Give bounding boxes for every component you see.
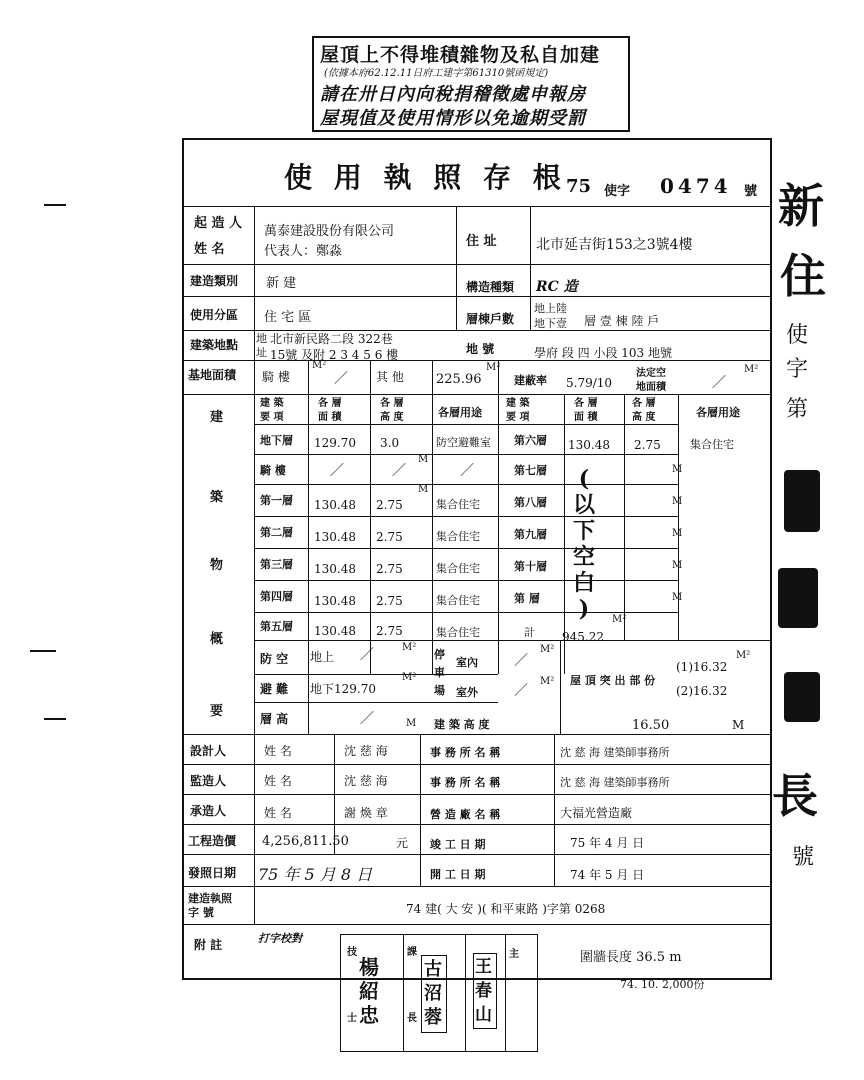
scan-blot [778,568,818,628]
margin-glyph: 住 [780,249,826,303]
floor-name: 第八層 [514,496,547,509]
floor-area: 129.70 [314,436,356,450]
building-height-value: 16.50 [632,718,670,733]
col-header: 要 項 [506,412,530,423]
blank-mark-char: 空 [572,544,595,570]
unit-m: M [732,718,745,732]
name-label: 姓 名 [264,774,292,788]
floor-area: ／ [330,463,344,479]
floor-height: 3.0 [380,436,400,450]
floor-height-label: 層 高 [260,712,289,726]
floors-rest: 層 壹 棟 陸 戶 [584,314,660,328]
floor-area: 130.48 [314,594,356,608]
permit-label-2: 字 號 [188,906,214,919]
col-header: 高 度 [380,412,404,423]
floor-height-value: ／ [360,711,374,727]
roof-value-2: (2)16.32 [676,684,728,698]
permit-number: 0474 [660,174,732,198]
owner-label: 起 造 人 [194,216,243,231]
floor-name: 第二層 [260,526,293,539]
signature-3: 王春山 [473,953,497,1029]
role-label: 承造人 [190,804,227,818]
col-header: 建 築 [260,398,284,409]
unit-m2: M² [736,650,751,661]
shelter-label-2: 避 難 [260,682,289,696]
floor-name: 地下層 [260,434,293,447]
structure-value: RC 造 [536,279,578,295]
signature-block [340,934,538,1052]
wall-length: 圍牆長度 36.5 m [580,950,682,965]
floor-use: 集合住宅 [436,530,480,543]
open-space-label-2: 地面積 [636,382,666,393]
certificate-form [182,138,772,980]
permit-label-1: 建造執照 [188,892,232,905]
building-side-label: 要 [210,704,224,719]
notice-stamp [312,36,630,132]
zone-value: 住 宅 區 [264,310,312,325]
base-arcade-value: ／ [334,371,348,387]
shelter-below: 地下129.70 [310,682,376,696]
blank-mark-char: 以 [572,492,595,518]
typist-label: 打字校對 [258,932,302,945]
building-side-label: 建 [210,410,224,425]
unit-m2: M² [486,362,501,373]
unit-m2: M² [540,644,555,655]
parking-outdoor-value: ／ [514,683,528,699]
floor-use: 集合住宅 [436,562,480,575]
floor-name: 計 [524,626,535,639]
owner-company: 萬泰建設股份有限公司 [264,224,395,239]
floor-name: 第五層 [260,620,293,633]
margin-glyph: 字 [786,357,809,382]
floor-height: ／ [392,463,406,479]
office-label: 營 造 廠 名 稱 [430,808,501,821]
shelter-above-value: ／ [360,647,374,663]
margin-glyph: 新 [778,179,824,233]
role-label: 監造人 [190,774,227,788]
floor-area: 130.48 [568,438,610,452]
scan-mark [44,718,66,720]
person-name: 謝 煥 章 [344,806,388,820]
floor-name: 第 層 [514,592,540,605]
name-label: 姓 名 [264,806,292,820]
base-other-value: 225.96 [436,372,482,387]
office-label: 事 務 所 名 稱 [430,776,501,789]
unit-m2: M² [744,364,759,375]
parking-label: 場 [434,684,445,697]
floor-name: 第四層 [260,590,293,603]
floor-area: 130.48 [314,530,356,544]
parking-outdoor: 室外 [456,686,478,699]
lot-label: 地 號 [466,342,495,356]
col-header: 面 積 [318,412,342,423]
parking-label: 停 [434,648,445,661]
floor-height: 2.75 [376,594,403,608]
floor-use: 集合住宅 [436,594,480,607]
blank-mark-char: 白 [572,570,595,596]
office-name: 大福光營造廠 [560,806,633,820]
floor-height: 2.75 [376,498,403,512]
notice-line3: 請在卅日內向稅捐稽徵處申報房 [320,84,586,105]
permit-hao: 號 [744,184,758,199]
floor-height: 2.75 [376,530,403,544]
site-address-1: 北市新民路二段 322巷 [270,332,393,346]
floor-name: 第一層 [260,494,293,507]
signature-2: 古沼蓉 [421,955,447,1033]
floor-area: 130.48 [314,624,356,638]
blank-mark [570,466,598,622]
scan-mark [44,204,66,206]
roof-label: 屋 頂 突 出 部 份 [570,674,656,687]
floor-name: 騎 樓 [260,464,286,477]
building-height-label: 建 築 高 度 [434,718,490,731]
name-label: 姓 名 [194,242,225,257]
start-label: 開 工 日 期 [430,868,486,881]
notice-line4: 屋現值及使用情形以免逾期受罰 [320,108,586,129]
col-header: 各 層 [318,398,342,409]
col-header: 各層用途 [696,406,740,419]
office-name: 沈 慈 海 建築師事務所 [560,746,670,759]
floors-below: 地下壹 [534,317,567,330]
scan-mark [30,650,56,652]
parking-indoor: 室內 [456,656,478,669]
floor-name: 第七層 [514,464,547,477]
permit-value: 74 建( 大 安 )( 和平東路 )字第 0268 [406,902,606,916]
open-space-value: ／ [712,375,726,391]
floor-height: 2.75 [376,562,403,576]
lot-value: 學府 段 四 小段 103 地號 [534,346,672,360]
unit-m: M [672,496,683,507]
floor-height: 2.75 [376,624,403,638]
unit-m2: M² [612,614,627,625]
open-space-label-1: 法定空 [636,368,666,379]
building-side-label: 築 [210,490,224,505]
unit-m: M [672,464,683,475]
ratio-label: 建蔽率 [514,374,547,387]
notice-line1: 屋頂上不得堆積雜物及私自加建 [320,44,601,66]
margin-glyph: 長 [772,769,818,823]
sig-role: 技 [347,947,357,958]
type-label: 建造類別 [190,274,239,288]
cost-label: 工程造價 [188,834,237,848]
cost-value: 4,256,811.50 [262,834,349,849]
role-label: 設計人 [190,744,227,758]
permit-word: 使字 [604,184,631,199]
parking-label: 車 [434,666,445,679]
name-label: 姓 名 [264,744,292,758]
type-value: 新 建 [266,276,297,291]
notice-line2: (依據本府62.12.11日府工建字第61310號函規定) [324,68,549,79]
total-area: 945.22 [562,630,604,644]
person-name: 沈 慈 海 [344,744,388,758]
margin-glyph: 第 [786,397,809,422]
shelter-above: 地上 [310,650,335,664]
col-header: 面 積 [574,412,598,423]
building-side-label: 物 [210,558,224,573]
print-footer: 74. 10. 2,000份 [620,978,705,991]
ratio-value: 5.79/10 [566,376,613,390]
cost-unit: 元 [396,836,409,850]
parking-indoor-value: ／ [514,653,528,669]
margin-glyph: 號 [792,845,815,870]
floor-use: 集合住宅 [690,438,734,451]
floor-area: 130.48 [314,498,356,512]
floor-use: 防空避難室 [436,436,491,449]
floor-use: 集合住宅 [436,626,480,639]
floors-label: 層棟戶數 [466,312,515,326]
issue-label: 發照日期 [188,866,237,880]
col-header: 要 項 [260,412,284,423]
sig-role: 課 [407,947,417,958]
floor-height: 2.75 [634,438,661,452]
person-name: 沈 慈 海 [344,774,388,788]
completion-date: 75 年 4 月 日 [570,836,645,850]
completion-label: 竣 工 日 期 [430,838,486,851]
structure-label: 構造種類 [466,280,515,294]
col-header: 各 層 [380,398,404,409]
unit-m2: M² [402,642,417,653]
sig-role: 長 [407,1013,417,1024]
start-date: 74 年 5 月 日 [570,868,645,882]
floor-name: 第十層 [514,560,547,573]
floor-name: 第六層 [514,434,547,447]
permit-year: 75 [566,176,592,197]
margin-glyph: 使 [786,323,809,348]
unit-m: M [418,484,429,495]
owner-address: 北市延吉街153之3號4樓 [536,237,693,253]
unit-m: M [406,718,417,729]
sig-role: 士 [347,1013,357,1024]
page-title: 使 用 執 照 存 根 [284,161,567,194]
col-header: 各層用途 [438,406,482,419]
unit-m: M [672,560,683,571]
floor-name: 第九層 [514,528,547,541]
shelter-label-1: 防 空 [260,652,289,666]
col-header: 各 層 [574,398,598,409]
unit-m2: M² [402,672,417,683]
floor-use: ／ [460,463,474,479]
scan-blot [784,672,820,722]
unit-m2: M² [312,360,327,371]
blank-mark-char: 下 [572,518,595,544]
roof-value-1: (1)16.32 [676,660,728,674]
address-label: 住 址 [466,234,497,249]
zone-label: 使用分區 [190,308,239,322]
floor-name: 第三層 [260,558,293,571]
col-header: 高 度 [632,412,656,423]
unit-m2: M² [540,676,555,687]
col-header: 各 層 [632,398,656,409]
base-arcade-label: 騎 樓 [262,370,290,384]
site-address-2: 15號 及附 2 3 4 5 6 樓 [270,348,399,362]
issue-date: 75 年 5 月 8 日 [258,865,373,884]
office-name: 沈 慈 海 建築師事務所 [560,776,670,789]
base-area-label: 基地面積 [188,368,237,382]
unit-m: M [672,528,683,539]
floors-above: 地上陸 [534,302,567,315]
floor-use: 集合住宅 [436,498,480,511]
signature-1: 楊紹忠 [359,955,379,1027]
sig-role: 主 [509,949,519,960]
owner-rep: 代表人：鄭淼 [264,244,343,259]
site-addr-prefix: 地址 [256,332,267,359]
unit-m: M [672,592,683,603]
base-other-label: 其 他 [376,370,404,384]
unit-m: M [418,454,429,465]
office-label: 事 務 所 名 稱 [430,746,501,759]
site-label: 建築地點 [190,338,239,352]
blank-mark-char: ) [578,596,590,622]
notes-label: 附 註 [194,938,223,952]
building-side-label: 概 [210,632,224,647]
scan-blot [784,470,820,532]
col-header: 建 築 [506,398,530,409]
floor-area: 130.48 [314,562,356,576]
blank-mark-char: ( [578,466,590,492]
